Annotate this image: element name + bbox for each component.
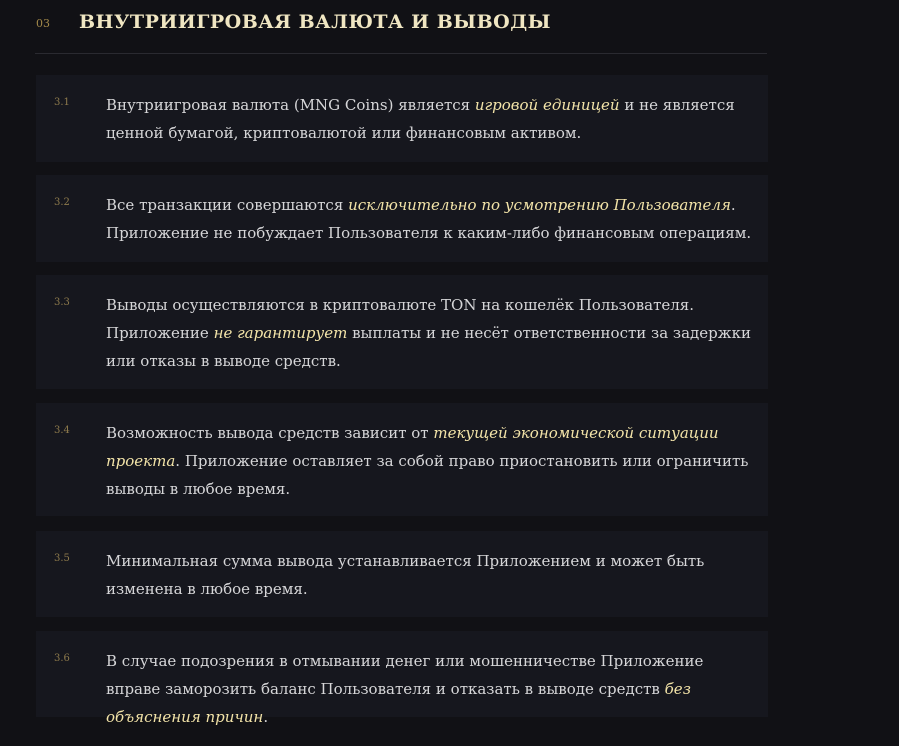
item-number: 3.2 (54, 197, 70, 208)
section-title: ВНУТРИИГРОВАЯ ВАЛЮТА И ВЫВОДЫ (79, 11, 551, 33)
item-number: 3.5 (54, 553, 70, 564)
item-text (106, 191, 756, 247)
text-segment: Выводы осуществляются в криптовалюте TON на кошелёк Пользователя. Приложение (106, 296, 695, 342)
list-item-3-2 (36, 175, 768, 262)
item-number: 3.4 (54, 425, 70, 436)
list-item-3-6 (36, 631, 768, 726)
list-item-3-1 (36, 75, 768, 162)
item-text (106, 419, 756, 503)
section-header (35, 0, 767, 54)
highlight-text: без объяснения причин (106, 680, 691, 726)
list-item-3-4 (36, 403, 768, 516)
text-segment: В случае подозрения в отмывании денег или мошенничестве Приложение вправе заморозить баланс Пользователя и отказать в выводе средств (106, 652, 704, 698)
text-segment: Возможность вывода средств зависит от (106, 424, 434, 442)
highlight-text: не гарантирует (213, 324, 348, 342)
highlight-text: исключительно по усмотрению Пользователя (348, 196, 731, 214)
item-number: 3.1 (54, 97, 70, 108)
item-text (106, 647, 756, 731)
highlight-text: игровой единицей (474, 96, 620, 114)
text-segment: Внутриигровая валюта (MNG Coins) является (106, 96, 475, 114)
section-number: 03 (36, 17, 50, 30)
item-text (106, 291, 756, 375)
text-segment: и не является ценной бумагой, криптовалютой или финансовым активом. (106, 96, 735, 142)
item-number: 3.6 (54, 653, 70, 664)
list-item-3-3 (36, 275, 768, 389)
highlight-text: текущей экономической ситуации проекта (106, 424, 719, 470)
text-segment: Минимальная сумма вывода устанавливается Приложением и может быть изменена в любое время. (106, 552, 705, 598)
text-segment: . (263, 708, 269, 726)
text-segment: . Приложение оставляет за собой право приостановить или ограничить выводы в любое время. (106, 452, 749, 498)
text-segment: Все транзакции совершаются (106, 196, 349, 214)
item-number: 3.3 (54, 297, 70, 308)
item-text (106, 547, 756, 603)
item-text (106, 91, 756, 147)
list-item-3-5 (36, 531, 768, 617)
text-segment: . Приложение не побуждает Пользователя к каким-либо финансовым операциям. (106, 196, 752, 242)
text-segment: выплаты и не несёт ответственности за задержки или отказы в выводе средств. (106, 324, 751, 370)
